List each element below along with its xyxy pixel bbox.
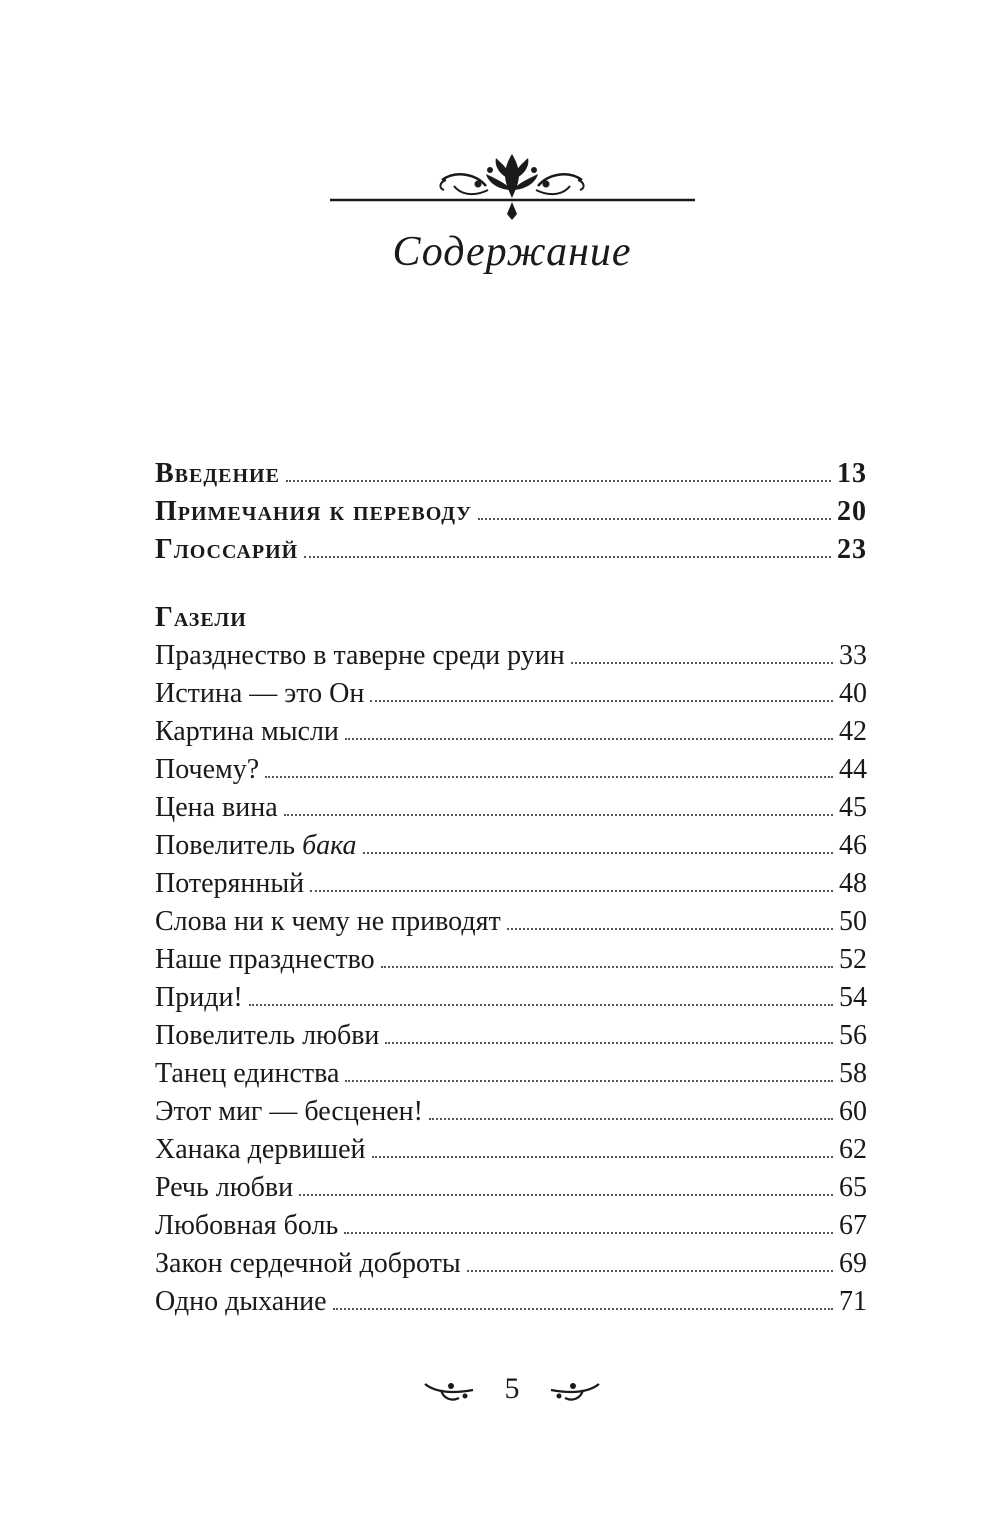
toc-entry [155, 1096, 867, 1134]
dot-leader [429, 1118, 833, 1120]
toc-entry-page: 69 [839, 1248, 867, 1279]
dot-leader [249, 1004, 833, 1006]
toc-entry [155, 754, 867, 792]
dot-leader [363, 852, 833, 854]
toc-entry-page: 54 [839, 982, 867, 1013]
toc-entry-page: 13 [837, 458, 867, 489]
toc-entry-label: Закон сердечной доброты [155, 1248, 461, 1279]
toc-entry-label: Почему? [155, 754, 260, 785]
toc-entry-label: Речь любви [155, 1172, 294, 1203]
toc-entry-page: 44 [839, 754, 867, 785]
toc-entry-label: Любовная боль [155, 1210, 339, 1241]
dot-leader [333, 1308, 833, 1310]
dot-leader [370, 700, 833, 702]
toc-entry-label: Повелитель любви [155, 1020, 380, 1051]
toc-entry [155, 830, 867, 868]
toc-entry-label: Приди! [155, 982, 243, 1013]
dot-leader [304, 556, 831, 558]
toc-entry-label: Примечания к переводу [155, 496, 472, 527]
toc-entry-page: 62 [839, 1134, 867, 1165]
toc-entry-label: Танец единства [155, 1058, 340, 1089]
toc-entry-label: Празднество в таверне среди руин [155, 640, 565, 671]
toc-entry-label: Этот миг — бесценен! [155, 1096, 423, 1127]
footer-right-flourish-icon [543, 1376, 603, 1406]
toc-entry [155, 1134, 867, 1172]
toc-entry-translation-notes [155, 496, 867, 534]
toc-entry [155, 944, 867, 982]
toc-entry-page: 45 [839, 792, 867, 823]
dot-leader [286, 480, 831, 482]
toc-entry [155, 1210, 867, 1248]
dot-leader [344, 1232, 833, 1234]
toc-entry-page: 71 [839, 1286, 867, 1317]
dot-leader [265, 776, 833, 778]
toc-entry [155, 1020, 867, 1058]
page-title: Содержание [392, 229, 632, 275]
toc-entry-introduction [155, 458, 867, 496]
toc-entry [155, 982, 867, 1020]
toc-entry-page: 33 [839, 640, 867, 671]
table-of-contents [155, 458, 867, 1324]
toc-entry-label: Цена вина [155, 792, 278, 823]
toc-entry [155, 1058, 867, 1096]
toc-entry [155, 678, 867, 716]
dot-leader [310, 890, 833, 892]
dot-leader [571, 662, 833, 664]
dot-leader [299, 1194, 833, 1196]
toc-entry-page: 42 [839, 716, 867, 747]
toc-entry-label: Слова ни к чему не приводят [155, 906, 501, 937]
toc-entry-label: Глоссарий [155, 534, 299, 565]
dot-leader [507, 928, 833, 930]
toc-entry [155, 792, 867, 830]
toc-entry-label-italic: бака [302, 830, 357, 861]
dot-leader [381, 966, 833, 968]
toc-entry-page: 67 [839, 1210, 867, 1241]
toc-entry-page: 52 [839, 944, 867, 975]
page-number: 5 [504, 1372, 520, 1405]
toc-entry [155, 1286, 867, 1324]
dot-leader [345, 738, 833, 740]
toc-entry-page: 60 [839, 1096, 867, 1127]
toc-entry-label: Картина мысли [155, 716, 339, 747]
toc-entry-label [155, 830, 357, 862]
floral-ornament-icon [330, 140, 695, 220]
toc-entry-label: Введение [155, 458, 280, 489]
section-heading: Газели [155, 602, 247, 633]
toc-entry-page: 20 [837, 496, 867, 527]
dot-leader [372, 1156, 833, 1158]
toc-entry-page: 23 [837, 534, 867, 565]
toc-entry-page: 46 [839, 830, 867, 861]
footer-left-flourish-icon [421, 1376, 481, 1406]
toc-entry-page: 56 [839, 1020, 867, 1051]
toc-entry-page: 58 [839, 1058, 867, 1089]
toc-entry-label: Наше празднество [155, 944, 375, 975]
dot-leader [284, 814, 833, 816]
toc-entry [155, 868, 867, 906]
toc-entry-label: Потерянный [155, 868, 305, 899]
dot-leader [467, 1270, 833, 1272]
toc-entry [155, 1248, 867, 1286]
toc-entry [155, 906, 867, 944]
dot-leader [385, 1042, 833, 1044]
toc-entry [155, 716, 867, 754]
toc-entry-page: 50 [839, 906, 867, 937]
dot-leader [478, 518, 831, 520]
toc-entry [155, 640, 867, 678]
page-footer [0, 1372, 1000, 1406]
toc-entry-glossary [155, 534, 867, 572]
toc-entry-label: Ханака дервишей [155, 1134, 366, 1165]
toc-entry-page: 65 [839, 1172, 867, 1203]
toc-entry-label: Одно дыхание [155, 1286, 327, 1317]
toc-entry-page: 48 [839, 868, 867, 899]
toc-entry [155, 1172, 867, 1210]
dot-leader [345, 1080, 833, 1082]
toc-entry-label-prefix: Повелитель [155, 830, 303, 861]
section-spacer [155, 572, 867, 602]
toc-entry-label: Истина — это Он [155, 678, 365, 709]
toc-entry-page: 40 [839, 678, 867, 709]
